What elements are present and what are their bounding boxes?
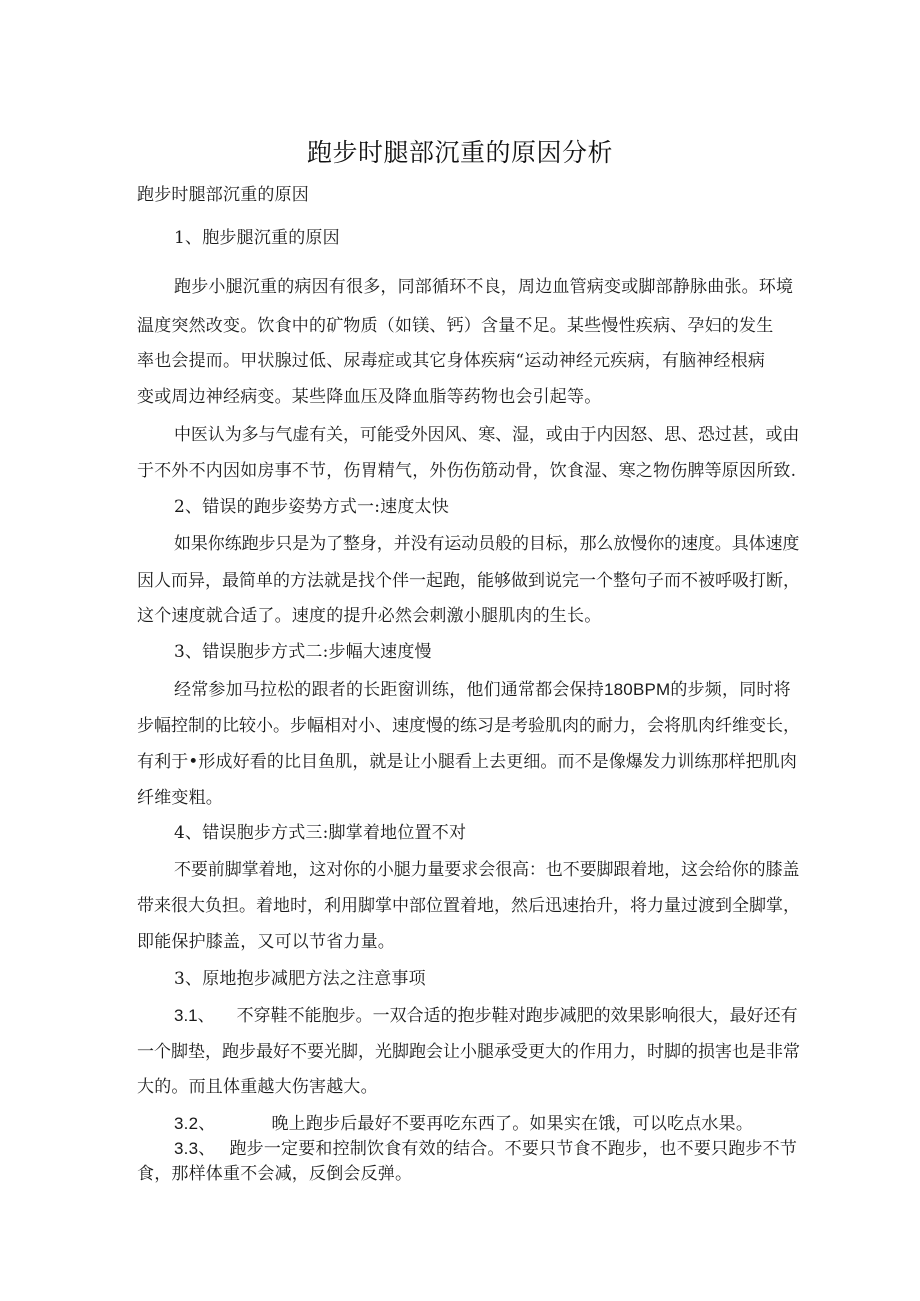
section-1-paragraph-1-line-4: 变或周边神经病变。某些降血压及降血脂等药物也会引起等。 — [137, 387, 602, 407]
section-4-line-1: 不要前脚掌着地，这对你的小腿力量要求会很高：也不要脚跟着地，这会给你的膝盖 — [174, 860, 800, 880]
item-3-2-number: 3.2、 — [174, 1114, 216, 1133]
item-3-1-text: 不穿鞋不能胞步。一双合适的抱步鞋对跑步减肥的效果影响很大，最好还有 — [236, 1006, 798, 1026]
section-3-line-4: 纤维变粗。 — [137, 788, 223, 808]
section-3-heading: 3、错误胞步方式二:步幅大速度慢 — [174, 642, 432, 662]
item-3-2-text: 晚上跑步后最好不要再吃东西了。如果实在饿，可以吃点水果。 — [271, 1114, 754, 1134]
step-frequency-value: 180BPM — [604, 680, 671, 699]
section-4-line-2: 带来很大负担。着地时，利用脚掌中部位置着地，然后迅速抬升，将力量过渡到全脚掌， — [137, 896, 800, 916]
section-4-line-3: 即能保护膝盖，又可以节省力量。 — [137, 932, 395, 952]
item-3-1-line-1 — [174, 1004, 798, 1028]
section-2-line-3: 这个速度就合适了。速度的提升必然会刺激小腿肌肉的生长。 — [137, 606, 602, 626]
section-1-paragraph-1-line-1: 跑步小腿沉重的病因有很多，同部循环不良，周边血管病变或脚部静脉曲张。环境 — [174, 277, 794, 297]
item-3-2-line — [174, 1112, 782, 1136]
section-1-heading: 1、胞步腿沉重的原因 — [174, 228, 340, 248]
section-2-line-2: 因人而异，最简单的方法就是找个伴一起跑，能够做到说完一个整句子而不被呼吸打断， — [137, 571, 800, 591]
section-4-heading: 4、错误胞步方式三:脚掌着地位置不对 — [174, 823, 467, 843]
item-3-1-number: 3.1、 — [174, 1006, 215, 1025]
section-3-line-2: 步幅控制的比较小。步幅相对小、速度慢的练习是考验肌肉的耐力，会将肌肉纤维变长， — [137, 716, 800, 736]
item-3-3-line-1 — [174, 1137, 798, 1161]
item-3-1-line-3: 大的。而且体重越大伤害越大。 — [137, 1077, 378, 1097]
item-3-3-line-2: 食，那样体重不会减，反倒会反弹。 — [137, 1164, 413, 1184]
section-1-paragraph-1-line-2: 温度突然改变。饮食中的矿物质（如镁、钙）含量不足。某些慢性疾病、孕妇的发生 — [137, 316, 774, 336]
section-1-paragraph-2-line-1: 中医认为多与气虚有关，可能受外因风、寒、湿，或由于内因怒、思、恐过甚，或由 — [174, 425, 800, 445]
section-3-line-3: 有利于•形成好看的比目鱼肌，就是让小腿看上去更细。而不是像爆发力训练那样把肌肉 — [137, 752, 797, 772]
item-3-3-text: 跑步一定要和控制饮食有效的结合。不要只节食不跑步，也不要只跑步不节 — [229, 1139, 798, 1159]
section-1-paragraph-1-line-3: 率也会提而。甲状腺过低、尿毒症或其它身体疾病“运动神经元疾病，有脑神经根病 — [137, 351, 766, 371]
section-1-paragraph-2-line-2: 于不外不内因如房事不节，伤胃精气，外伤伤筋动骨，饮食湿、寒之物伤脾等原因所致. — [137, 461, 797, 481]
page-title: 跑步时腿部沉重的原因分析 — [306, 138, 613, 167]
section-3-line-1 — [174, 678, 791, 702]
item-3-3-number: 3.3、 — [174, 1139, 216, 1158]
section-5-heading: 3、原地抱步减肥方法之注意事项 — [174, 969, 426, 989]
item-3-1-line-2: 一个脚垫，跑步最好不要光脚，光脚跑会让小腿承受更大的作用力，时脚的损害也是非常 — [137, 1042, 800, 1062]
section-2-line-1: 如果你练跑步只是为了整身，并没有运动员般的目标，那么放慢你的速度。具体速度 — [174, 534, 800, 554]
section-3-line-1-pre: 经常参加马拉松的跟者的长距窗训练，他们通常都会保持 — [174, 680, 604, 700]
section-2-heading: 2、错误的跑步姿势方式一:速度太快 — [174, 497, 449, 517]
section-3-line-1-post: 的步频，同时将 — [670, 680, 791, 700]
document-subtitle: 跑步时腿部沉重的原因 — [137, 185, 309, 205]
